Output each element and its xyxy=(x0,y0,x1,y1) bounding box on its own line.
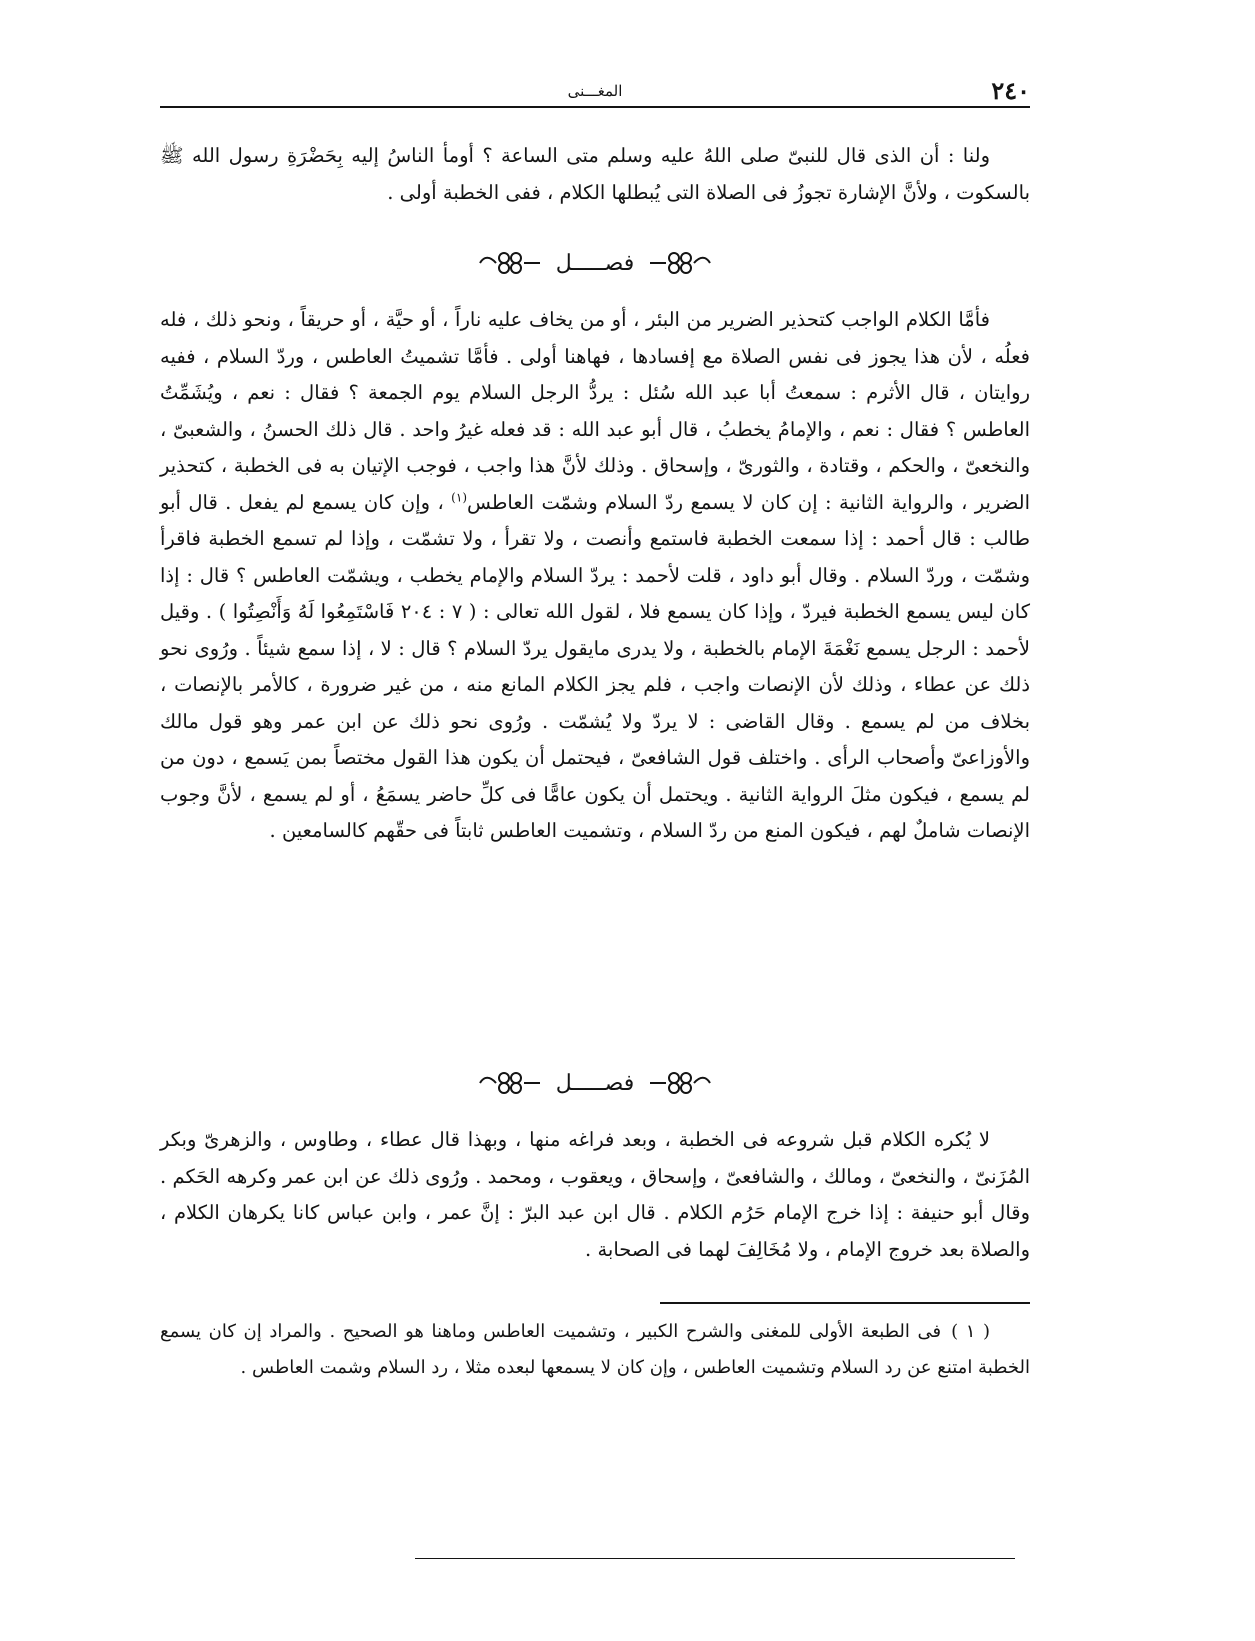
ornament-icon xyxy=(648,1070,712,1096)
section-heading-2 xyxy=(160,1066,1030,1100)
paragraph-evidence: ولنا : أن الذى قال للنبىّ صلى اللهُ عليه وسلم متى الساعة ؟ أومأ الناسُ إليه بِحَضْرَةِ رسول الله ﷺ بالسكوت ، ولأنَّ الإشارة تجوزُ فى الصلاة التى يُبطلها الكلام ، ففى الخطبة أولى . xyxy=(160,144,1030,204)
paragraph-speech-before-sermon: لا يُكره الكلام قبل شروعه فى الخطبة ، وبعد فراغه منها ، وبهذا قال عطاء ، وطاوس ، والزهرىّ وبكر المُزَنىّ ، والنخعىّ ، ومالك ، والشافعىّ ، وإسحاق ، ويعقوب ، ومحمد . ورُوى ذلك عن ابن عمر وكرهه الحَكم . وقال أبو حنيفة : إذا خرج الإمام حَرُم الكلام . قال ابن عبد البرّ : إنَّ عمر ، وابن عباس كانا يكرهان الكلام ، والصلاة بعد خروج الإمام ، ولا مُخَالِفَ لهما فى الصحابة . xyxy=(160,1128,1030,1261)
footnote-marker: ( ١ ) xyxy=(951,1321,991,1342)
section-title: فصـــــل xyxy=(555,1070,635,1096)
page-header xyxy=(160,76,1030,106)
ornament-icon xyxy=(478,1070,542,1096)
bottom-divider xyxy=(415,1558,1015,1559)
ornament-icon xyxy=(648,250,712,276)
section-title: فصـــــل xyxy=(555,250,635,276)
section-heading-1 xyxy=(160,246,1030,280)
header-divider xyxy=(160,106,1030,108)
paragraph-text: فأمَّا الكلام الواجب كتحذير الضرير من البئر ، أو من يخاف عليه ناراً ، أو حيَّة ، أو حريقاً ، ونحو ذلك ، فله فعلُه ، لأن هذا يجوز فى نفس الصلاة مع إفسادها ، فهاهنا أولى . فأمَّا تشميتُ العاطس ، وردّ السلام ، ففيه روايتان ، قال الأثرم : سمعتُ أبا عبد الله سُئل : يردُّ الرجل السلام يوم الجمعة ؟ فقال : نعم ، ويُشَمِّتُ العاطس ؟ فقال : نعم ، والإمامُ يخطبُ ، قال أبو عبد الله : قد فعله غيرُ واحد . قال ذلك الحسنُ ، والشعبىّ ، والنخعىّ ، والحكم ، وقتادة ، والثورىّ ، وإسحاق . وذلك لأنَّ هذا واجب ، فوجب الإتيان به فى الخطبة ، كتحذير الضرير ، والرواية الثانية : إن كان لا يسمع ردّ السلام وشمّت العاطس xyxy=(160,308,1030,514)
footnote-text: فى الطبعة الأولى للمغنى والشرح الكبير ، وتشميت العاطس وماهنا هو الصحيح . والمراد إن كان يسمع الخطبة امتنع عن رد السلام وتشميت العاطس ، وإن كان لا يسمعها لبعده مثلا ، رد السلام وشمت العاطس . xyxy=(160,1321,1030,1378)
ornament-icon xyxy=(478,250,542,276)
running-title: المغـــنى xyxy=(567,82,623,100)
paragraph-text: ، وإن كان يسمع لم يفعل . قال أبو طالب : قال أحمد : إذا سمعت الخطبة فاستمع وأنصت ، ولا تقرأ ، ولا تشمّت ، وإذا لم تسمع الخطبة فاقرأ وشمّت ، وردّ السلام . وقال أبو داود ، قلت لأحمد : يردّ السلام والإمام يخطب ، ويشمّت العاطس ؟ قال : إذا كان ليس يسمع الخطبة فيردّ ، وإذا كان يسمع فلا ، لقول الله تعالى : ( ٧ : ٢٠٤ فَاسْتَمِعُوا لَهُ وَأَنْصِتُوا ) . وقيل لأحمد : الرجل يسمع نَغْمَةَ الإمام بالخطبة ، ولا يدرى مايقول يردّ السلام ؟ قال : لا ، إذا سمع شيئاً . ورُوى نحو ذلك عن عطاء ، وذلك لأن الإنصات واجب ، فلم يجز الكلام المانع منه ، من غير ضرورة ، كالأمر بالإنصات ، بخلاف من لم يسمع . وقال القاضى : لا يردّ ولا يُشمّت . ورُوى نحو ذلك عن ابن عمر وهو قول مالك والأوزاعىّ وأصحاب الرأى . واختلف قول الشافعىّ ، فيحتمل أن يكون هذا القول مختصاً بمن يَسمع ، دون من لم يسمع ، فيكون مثلَ الرواية الثانية . ويحتمل أن يكون عامًّا فى كلِّ حاضر يسمَعُ ، أو لم يسمع ، لأنَّ وجوب الإنصات شاملٌ لهم ، فيكون المنع من ردّ السلام ، وتشميت العاطس ثابتاً فى حقّهم كالسامعين . xyxy=(160,490,1031,842)
page-number: ٢٤٠ xyxy=(991,76,1030,105)
footnote-divider xyxy=(660,1302,1030,1304)
paragraph-greeting-rules xyxy=(160,302,1030,850)
footnote xyxy=(160,1314,1030,1386)
footnote-reference: (١) xyxy=(451,490,467,504)
